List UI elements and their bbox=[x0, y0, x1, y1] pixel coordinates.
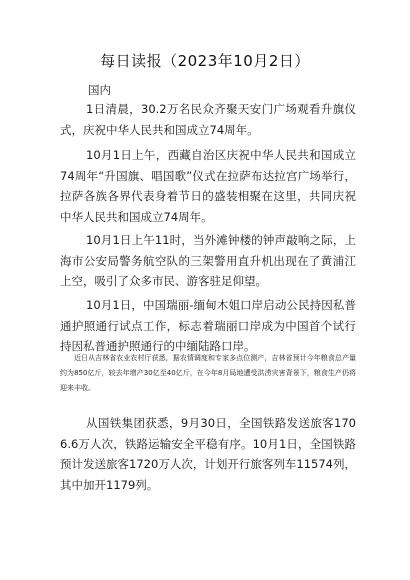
news-paragraph-3: 10月1日上午11时，当外滩钟楼的钟声敲响之际，上海市公安局警务航空队的三架警用直升机出现在了黄浦江上空，吸引了众多市民、游客驻足仰望。 bbox=[60, 233, 356, 288]
news-paragraph-4: 10月1日，中国瑞丽-缅甸木姐口岸启动公民持因私普通护照通行试点工作，标志着瑞丽口岸成为中国首个试行持因私普通护照通行的中缅陆路口岸。 bbox=[60, 298, 356, 353]
news-paragraph-5: 从国铁集团获悉，9月30日，全国铁路发送旅客1706.6万人次，铁路运输安全平稳有序。10月1日，全国铁路预计发送旅客1720万人次，计划开行旅客列车11574列，其中加开1179列。 bbox=[60, 416, 356, 492]
section-heading: 国内 bbox=[88, 83, 111, 97]
document-title: 每日读报（2023年10月2日） bbox=[100, 52, 310, 70]
news-paragraph-1: 1日清晨，30.2万名民众齐聚天安门广场观看升旗仪式，庆祝中华人民共和国成立74周年。 bbox=[60, 102, 356, 137]
news-paragraph-2: 10月1日上午，西藏自治区庆祝中华人民共和国成立74周年“升国旗、唱国歌”仪式在拉萨布达拉宫广场举行，拉萨各族各界代表身着节日的盛装相聚在这里，共同庆祝中华人民共和国成立74周年。 bbox=[60, 148, 356, 224]
news-paragraph-small: 近日从吉林省农业农村厅获悉，据农情调度和专家多点位测产，吉林省预计今年粮食总产量约为850亿斤，较去年增产30亿至40亿斤，在今年8月局地遭受洪涝灾害背景下，粮食生产仍将迎来丰收。 bbox=[60, 354, 356, 392]
